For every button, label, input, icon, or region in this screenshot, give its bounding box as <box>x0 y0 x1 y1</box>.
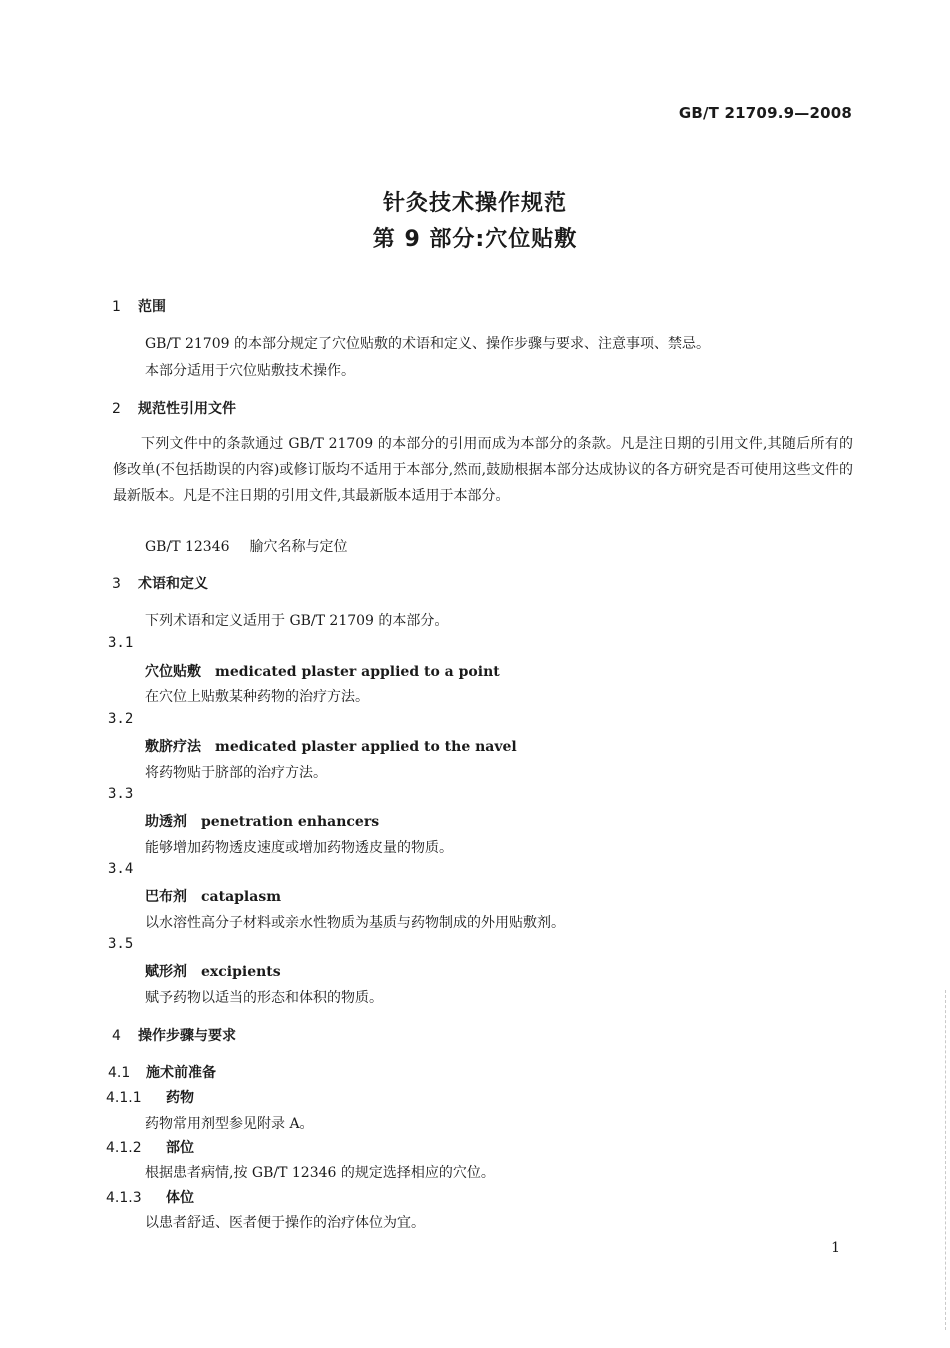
term-zh: 助透剂 <box>145 814 187 830</box>
section-number: 1 <box>112 299 121 315</box>
normative-reference <box>145 536 348 556</box>
subsection-4-1-3-text: 以患者舒适、医者便于操作的治疗体位为宜。 <box>145 1215 425 1231</box>
section-1-paragraph-2: 本部分适用于穴位贴敷技术操作。 <box>145 363 355 379</box>
page-number: 1 <box>831 1240 840 1256</box>
section-3-heading <box>112 573 208 593</box>
term-heading <box>145 961 281 981</box>
term-number: 3.5 <box>108 936 134 952</box>
section-title: 术语和定义 <box>138 576 208 592</box>
subsection-4-1-1-text: 药物常用剂型参见附录 A。 <box>145 1116 314 1132</box>
term-number: 3.3 <box>108 786 134 802</box>
term-heading <box>145 736 517 756</box>
term-zh: 巴布剂 <box>145 889 187 905</box>
document-subtitle: 第 9 部分:穴位贴敷 <box>372 227 578 252</box>
term-zh: 穴位贴敷 <box>145 664 201 680</box>
term-en: excipients <box>201 964 281 980</box>
subsection-4-1-1-heading <box>106 1087 194 1107</box>
term-zh: 赋形剂 <box>145 964 187 980</box>
term-definition: 赋予药物以适当的形态和体积的物质。 <box>145 990 383 1006</box>
term-en: cataplasm <box>201 889 282 905</box>
section-number: 4 <box>112 1028 121 1044</box>
document-title: 针灸技术操作规范 <box>382 191 567 216</box>
term-number: 3.2 <box>108 711 134 727</box>
subsection-title: 药物 <box>166 1090 194 1106</box>
section-title: 规范性引用文件 <box>138 401 236 417</box>
section-number: 3 <box>112 576 121 592</box>
section-1-paragraph-1: GB/T 21709 的本部分规定了穴位贴敷的术语和定义、操作步骤与要求、注意事项、禁忌。 <box>145 336 710 352</box>
term-heading <box>145 661 500 681</box>
section-2-paragraph: 下列文件中的条款通过 GB/T 21709 的本部分的引用而成为本部分的条款。凡是注日期的引用文件,其随后所有的修改单(不包括勘误的内容)或修订版均不适用于本部分,然而,鼓励根据本部分达成协议的各方研究是否可使用这些文件的最新版本。凡是不注日期的引用文件,其最新版本适用于本部分。 <box>113 436 853 504</box>
term-en: penetration enhancers <box>201 814 380 830</box>
subsection-title: 施术前准备 <box>146 1065 216 1081</box>
section-title: 范围 <box>138 299 166 315</box>
subsection-number: 4.1 <box>108 1065 131 1081</box>
subsection-number: 4.1.2 <box>106 1140 142 1156</box>
subsection-number: 4.1.1 <box>106 1090 142 1106</box>
section-1-heading <box>112 296 166 316</box>
subsection-number: 4.1.3 <box>106 1190 142 1206</box>
term-en: medicated plaster applied to a point <box>215 664 500 680</box>
term-definition: 将药物贴于脐部的治疗方法。 <box>145 765 327 781</box>
term-definition: 在穴位上贴敷某种药物的治疗方法。 <box>145 689 369 705</box>
term-zh: 敷脐疗法 <box>145 739 201 755</box>
section-number: 2 <box>112 401 121 417</box>
term-heading <box>145 811 379 831</box>
scan-edge-line <box>944 990 946 1330</box>
reference-title: 腧穴名称与定位 <box>249 539 348 555</box>
subsection-4-1-2-heading <box>106 1137 194 1157</box>
term-en: medicated plaster applied to the navel <box>215 739 517 755</box>
subsection-title: 体位 <box>166 1190 194 1206</box>
term-definition: 以水溶性高分子材料或亲水性物质为基质与药物制成的外用贴敷剂。 <box>145 915 565 931</box>
term-heading <box>145 886 281 906</box>
subsection-4-1-3-heading <box>106 1187 194 1207</box>
term-definition: 能够增加药物透皮速度或增加药物透皮量的物质。 <box>145 840 453 856</box>
term-number: 3.1 <box>108 635 134 651</box>
standard-code: GB/T 21709.9—2008 <box>678 104 852 122</box>
subsection-title: 部位 <box>166 1140 194 1156</box>
section-3-intro: 下列术语和定义适用于 GB/T 21709 的本部分。 <box>145 613 449 629</box>
reference-code: GB/T 12346 <box>145 539 230 555</box>
term-number: 3.4 <box>108 861 134 877</box>
subsection-4-1-2-text: 根据患者病情,按 GB/T 12346 的规定选择相应的穴位。 <box>145 1165 495 1181</box>
subsection-4-1-heading <box>108 1062 216 1082</box>
section-title: 操作步骤与要求 <box>138 1028 236 1044</box>
section-4-heading <box>112 1025 236 1045</box>
section-2-heading <box>112 398 236 418</box>
